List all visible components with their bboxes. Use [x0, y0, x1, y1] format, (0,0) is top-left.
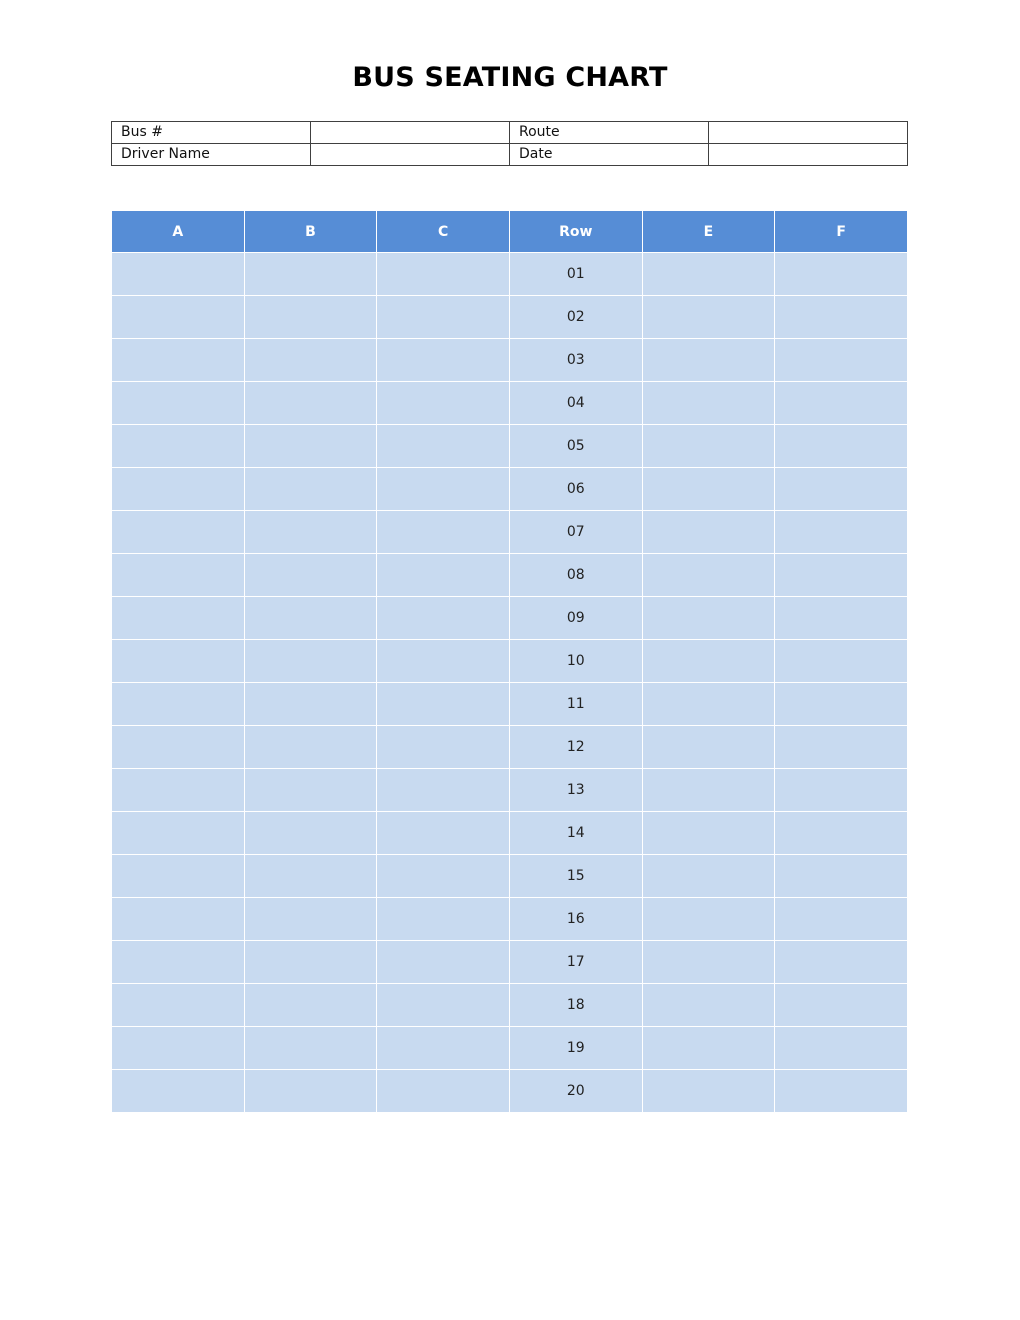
info-row-driver-date — [112, 144, 908, 166]
date-field[interactable] — [709, 144, 908, 166]
seat-cell-b[interactable] — [244, 597, 377, 640]
seat-cell-f[interactable] — [775, 1070, 908, 1113]
seat-cell-f[interactable] — [775, 554, 908, 597]
seating-chart-table — [111, 210, 908, 1113]
seat-cell-a[interactable] — [112, 726, 245, 769]
bus-number-label: Bus # — [112, 122, 311, 144]
row-number: 14 — [509, 812, 642, 855]
seat-cell-b[interactable] — [244, 1070, 377, 1113]
seat-cell-b[interactable] — [244, 640, 377, 683]
seat-cell-c[interactable] — [377, 683, 510, 726]
seat-cell-c[interactable] — [377, 1070, 510, 1113]
row-number: 09 — [509, 597, 642, 640]
row-number: 12 — [509, 726, 642, 769]
seat-cell-c[interactable] — [377, 984, 510, 1027]
seat-cell-c[interactable] — [377, 468, 510, 511]
seating-body — [112, 253, 908, 1113]
seat-cell-e[interactable] — [642, 726, 775, 769]
seat-cell-e[interactable] — [642, 468, 775, 511]
column-header-a: A — [112, 211, 245, 253]
seat-cell-e[interactable] — [642, 812, 775, 855]
seat-cell-e[interactable] — [642, 425, 775, 468]
info-row-bus-route — [112, 122, 908, 144]
seat-row — [112, 253, 908, 296]
seat-row — [112, 339, 908, 382]
seat-cell-c[interactable] — [377, 425, 510, 468]
row-number: 13 — [509, 769, 642, 812]
seat-cell-c[interactable] — [377, 511, 510, 554]
seat-cell-f[interactable] — [775, 339, 908, 382]
seat-row — [112, 296, 908, 339]
row-number: 02 — [509, 296, 642, 339]
seat-cell-e[interactable] — [642, 253, 775, 296]
seat-cell-a[interactable] — [112, 425, 245, 468]
seat-cell-c[interactable] — [377, 898, 510, 941]
seat-cell-f[interactable] — [775, 855, 908, 898]
seat-cell-c[interactable] — [377, 554, 510, 597]
seat-row — [112, 597, 908, 640]
seating-header-row — [112, 211, 908, 253]
seat-cell-e[interactable] — [642, 1027, 775, 1070]
seat-cell-f[interactable] — [775, 769, 908, 812]
seat-cell-f[interactable] — [775, 812, 908, 855]
row-number: 19 — [509, 1027, 642, 1070]
row-number: 18 — [509, 984, 642, 1027]
seat-row — [112, 382, 908, 425]
seat-row — [112, 683, 908, 726]
seat-cell-a[interactable] — [112, 554, 245, 597]
row-number: 16 — [509, 898, 642, 941]
seat-cell-a[interactable] — [112, 898, 245, 941]
date-label: Date — [510, 144, 709, 166]
seat-cell-a[interactable] — [112, 984, 245, 1027]
seat-cell-b[interactable] — [244, 726, 377, 769]
row-number: 05 — [509, 425, 642, 468]
seat-cell-e[interactable] — [642, 296, 775, 339]
row-number: 06 — [509, 468, 642, 511]
page-title: BUS SEATING CHART — [352, 62, 668, 93]
seat-cell-b[interactable] — [244, 425, 377, 468]
seat-cell-e[interactable] — [642, 382, 775, 425]
seat-cell-f[interactable] — [775, 898, 908, 941]
seat-cell-a[interactable] — [112, 1070, 245, 1113]
seat-row — [112, 1027, 908, 1070]
row-number: 08 — [509, 554, 642, 597]
seat-cell-a[interactable] — [112, 640, 245, 683]
row-number: 03 — [509, 339, 642, 382]
seat-row — [112, 984, 908, 1027]
seat-row — [112, 726, 908, 769]
seat-cell-e[interactable] — [642, 640, 775, 683]
seat-cell-f[interactable] — [775, 726, 908, 769]
seat-cell-e[interactable] — [642, 898, 775, 941]
seat-row — [112, 941, 908, 984]
route-label: Route — [510, 122, 709, 144]
seat-row — [112, 554, 908, 597]
seat-cell-f[interactable] — [775, 382, 908, 425]
seat-cell-b[interactable] — [244, 898, 377, 941]
seat-cell-c[interactable] — [377, 253, 510, 296]
seat-cell-f[interactable] — [775, 683, 908, 726]
seat-cell-f[interactable] — [775, 511, 908, 554]
row-number: 01 — [509, 253, 642, 296]
row-number: 20 — [509, 1070, 642, 1113]
seat-cell-e[interactable] — [642, 683, 775, 726]
seat-cell-f[interactable] — [775, 941, 908, 984]
seat-cell-a[interactable] — [112, 511, 245, 554]
seat-row — [112, 640, 908, 683]
seat-cell-c[interactable] — [377, 769, 510, 812]
seat-cell-c[interactable] — [377, 382, 510, 425]
seat-cell-b[interactable] — [244, 769, 377, 812]
seat-cell-a[interactable] — [112, 683, 245, 726]
seat-cell-a[interactable] — [112, 855, 245, 898]
seat-cell-e[interactable] — [642, 855, 775, 898]
seat-cell-a[interactable] — [112, 812, 245, 855]
seat-cell-f[interactable] — [775, 253, 908, 296]
row-number: 11 — [509, 683, 642, 726]
seat-cell-a[interactable] — [112, 597, 245, 640]
seat-row — [112, 468, 908, 511]
seat-cell-c[interactable] — [377, 812, 510, 855]
row-number: 15 — [509, 855, 642, 898]
seat-cell-b[interactable] — [244, 1027, 377, 1070]
column-header-e: E — [642, 211, 775, 253]
seat-cell-a[interactable] — [112, 1027, 245, 1070]
seat-cell-e[interactable] — [642, 597, 775, 640]
row-number: 10 — [509, 640, 642, 683]
seat-cell-b[interactable] — [244, 941, 377, 984]
seat-row — [112, 1070, 908, 1113]
seat-cell-e[interactable] — [642, 339, 775, 382]
seat-cell-f[interactable] — [775, 597, 908, 640]
seat-row — [112, 511, 908, 554]
bus-info-table — [111, 121, 908, 166]
column-header-row: Row — [509, 211, 642, 253]
seat-cell-b[interactable] — [244, 984, 377, 1027]
driver-name-field[interactable] — [311, 144, 510, 166]
column-header-c: C — [377, 211, 510, 253]
seat-cell-e[interactable] — [642, 941, 775, 984]
bus-number-field[interactable] — [311, 122, 510, 144]
seat-cell-b[interactable] — [244, 683, 377, 726]
row-number: 17 — [509, 941, 642, 984]
seat-cell-e[interactable] — [642, 1070, 775, 1113]
seat-cell-f[interactable] — [775, 984, 908, 1027]
seat-cell-e[interactable] — [642, 984, 775, 1027]
seat-cell-e[interactable] — [642, 554, 775, 597]
seat-cell-f[interactable] — [775, 296, 908, 339]
seat-cell-e[interactable] — [642, 769, 775, 812]
seat-cell-b[interactable] — [244, 511, 377, 554]
seat-row — [112, 812, 908, 855]
route-field[interactable] — [709, 122, 908, 144]
seat-cell-b[interactable] — [244, 468, 377, 511]
seat-cell-f[interactable] — [775, 1027, 908, 1070]
seat-cell-a[interactable] — [112, 941, 245, 984]
seat-cell-c[interactable] — [377, 1027, 510, 1070]
seat-row — [112, 855, 908, 898]
seat-cell-c[interactable] — [377, 339, 510, 382]
column-header-b: B — [244, 211, 377, 253]
seat-cell-f[interactable] — [775, 468, 908, 511]
seat-cell-b[interactable] — [244, 812, 377, 855]
seat-cell-f[interactable] — [775, 640, 908, 683]
driver-name-label: Driver Name — [112, 144, 311, 166]
seat-row — [112, 898, 908, 941]
row-number: 04 — [509, 382, 642, 425]
seat-cell-b[interactable] — [244, 253, 377, 296]
seat-cell-c[interactable] — [377, 941, 510, 984]
seat-cell-b[interactable] — [244, 339, 377, 382]
seat-cell-c[interactable] — [377, 855, 510, 898]
seat-cell-b[interactable] — [244, 554, 377, 597]
seat-row — [112, 425, 908, 468]
seat-cell-a[interactable] — [112, 296, 245, 339]
seat-cell-e[interactable] — [642, 511, 775, 554]
seat-cell-a[interactable] — [112, 468, 245, 511]
seat-cell-b[interactable] — [244, 296, 377, 339]
seat-cell-f[interactable] — [775, 425, 908, 468]
seat-row — [112, 769, 908, 812]
seat-cell-a[interactable] — [112, 253, 245, 296]
seat-cell-a[interactable] — [112, 382, 245, 425]
seat-cell-a[interactable] — [112, 339, 245, 382]
seat-cell-c[interactable] — [377, 597, 510, 640]
row-number: 07 — [509, 511, 642, 554]
column-header-f: F — [775, 211, 908, 253]
seat-cell-a[interactable] — [112, 769, 245, 812]
seat-cell-c[interactable] — [377, 640, 510, 683]
seat-cell-c[interactable] — [377, 296, 510, 339]
seat-cell-c[interactable] — [377, 726, 510, 769]
seat-cell-b[interactable] — [244, 855, 377, 898]
seat-cell-b[interactable] — [244, 382, 377, 425]
